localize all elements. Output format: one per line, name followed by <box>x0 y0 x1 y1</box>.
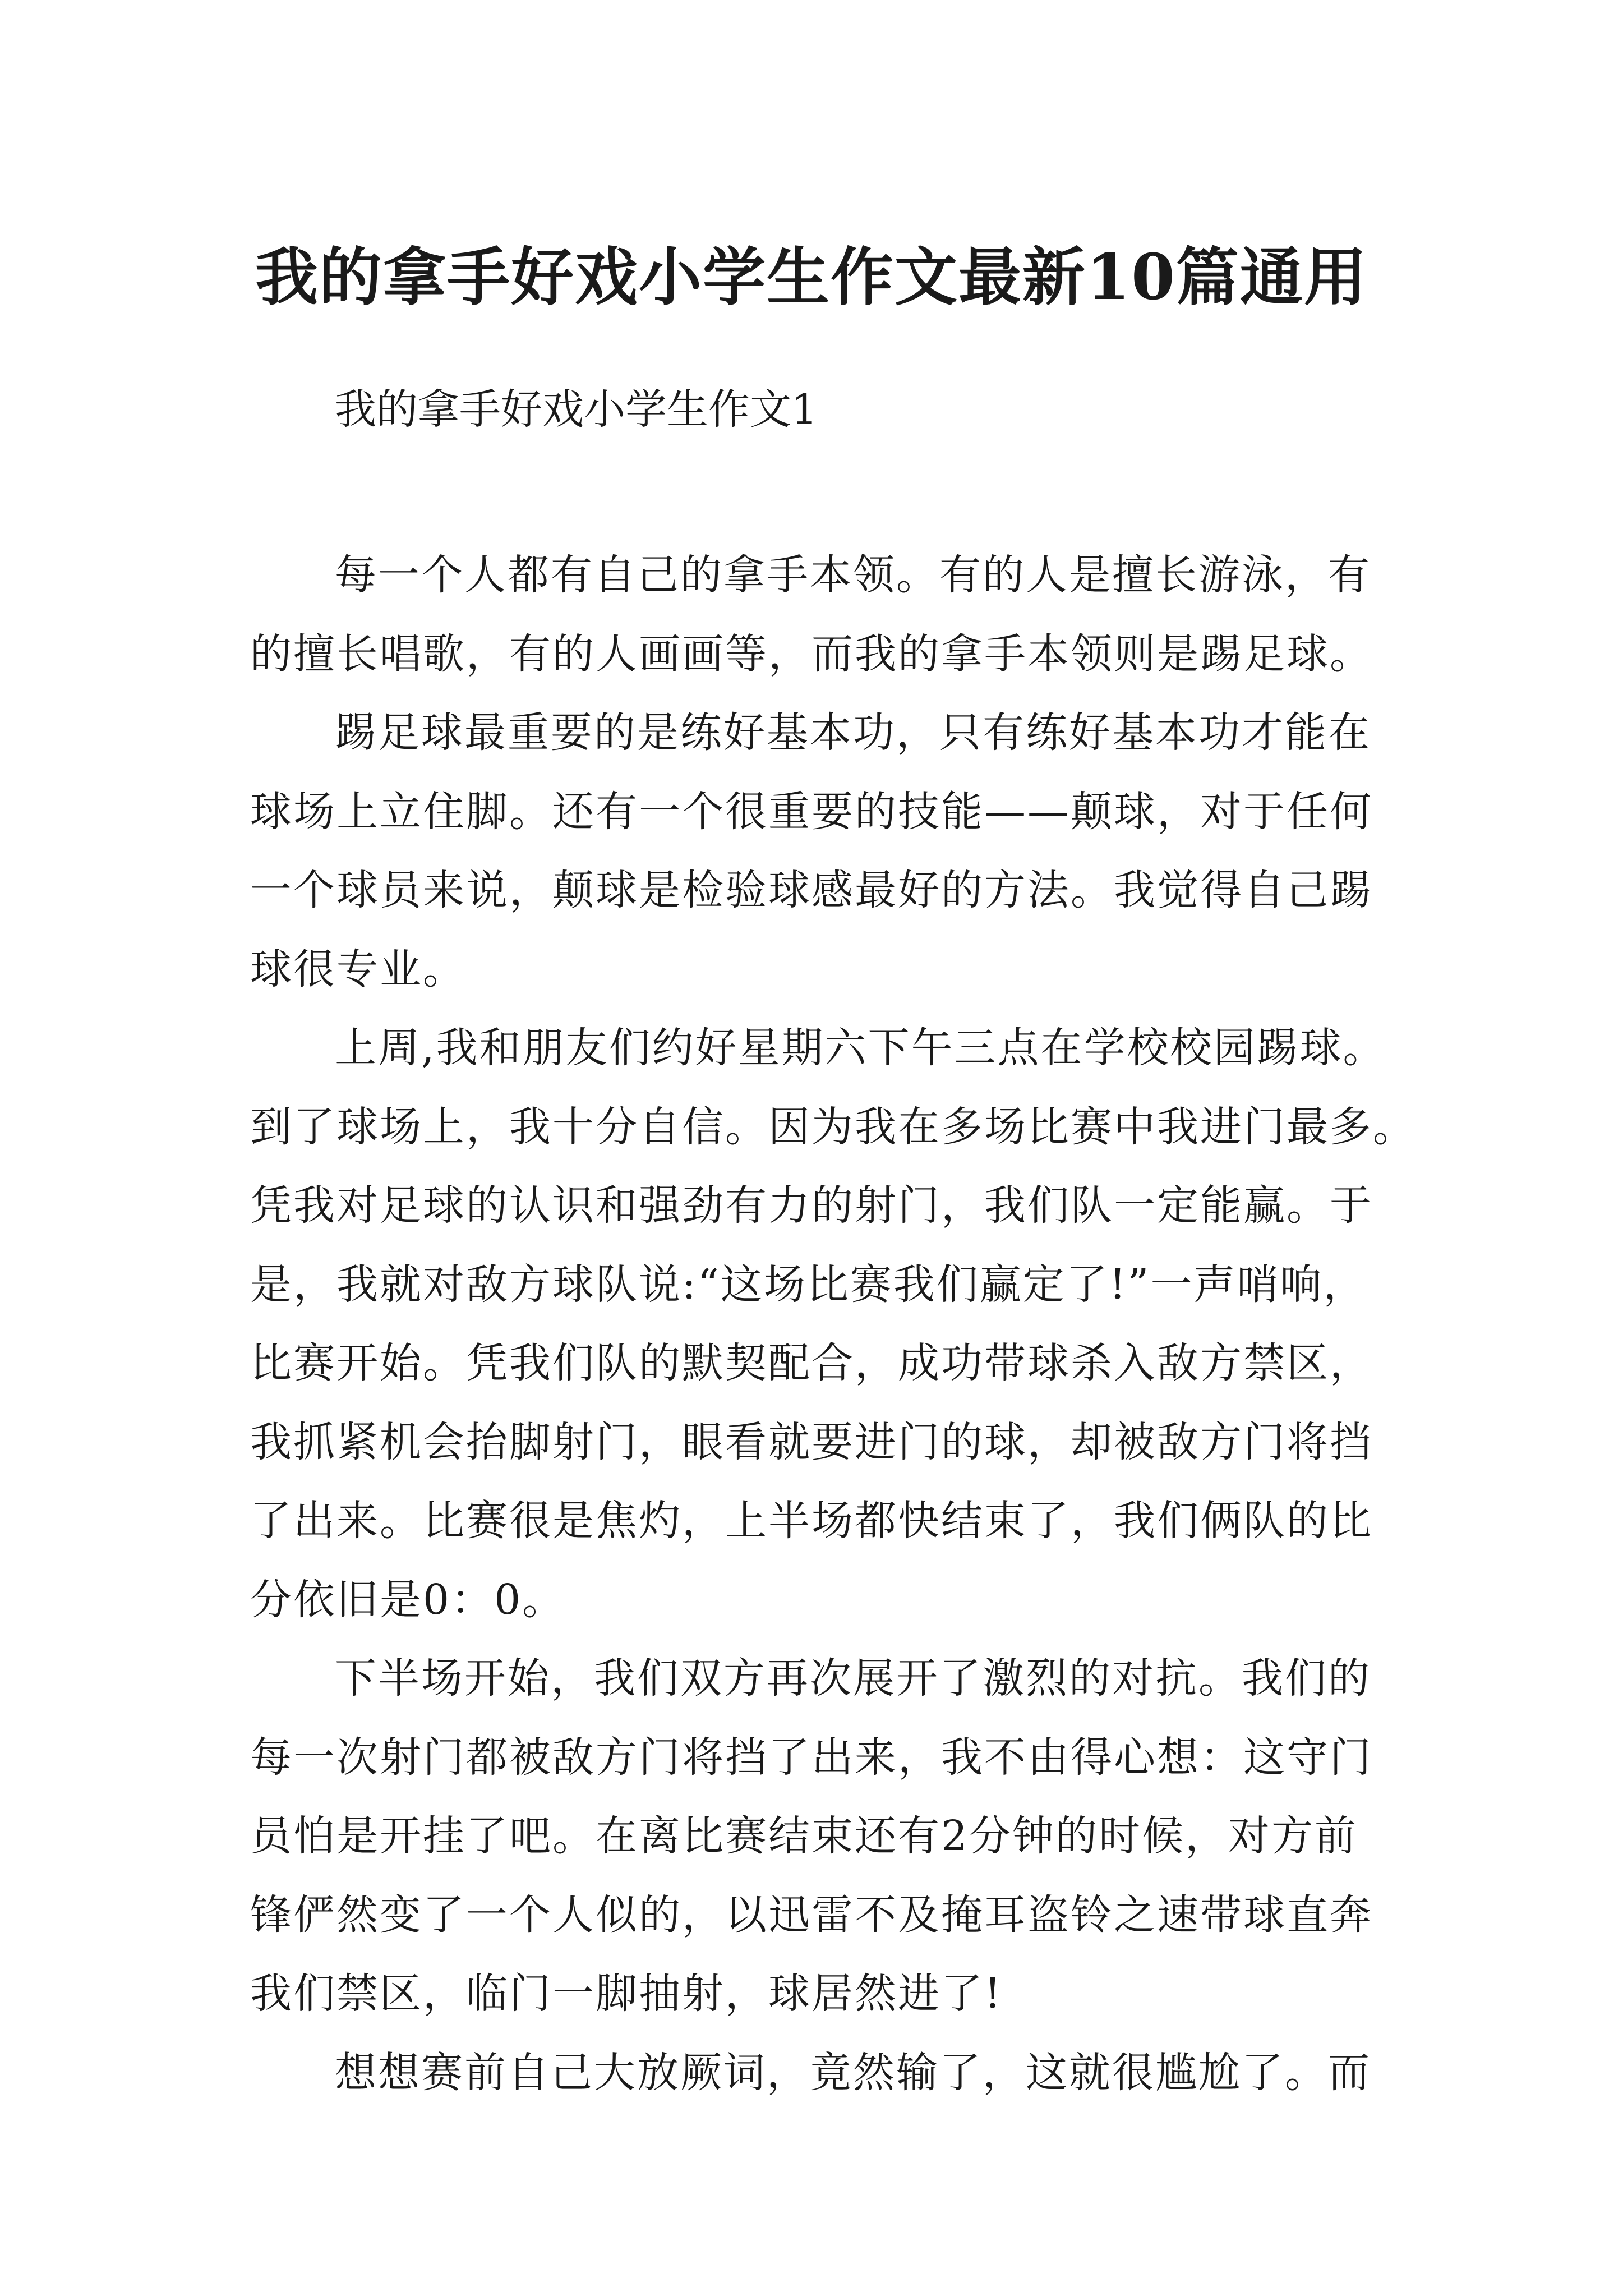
essay-subtitle: 我的拿手好戏小学生作文1 <box>335 385 818 434</box>
text-line: 上周,我和朋友们约好星期六下午三点在学校校园踢球。 <box>335 1024 1386 1072</box>
text-line: 分依旧是0：0。 <box>250 1575 566 1624</box>
text-line: 每一次射门都被敌方门将挡了出来，我不由得心想：这守门 <box>250 1733 1373 1782</box>
text-line: 了出来。比赛很是焦灼，上半场都快结束了，我们俩队的比 <box>250 1497 1373 1545</box>
paragraph <box>250 693 1383 1009</box>
paragraph <box>250 2033 1383 2113</box>
document-title: 我的拿手好戏小学生作文最新10篇通用 <box>255 241 1368 315</box>
text-line: 到了球场上，我十分自信。因为我在多场比赛中我进门最多。 <box>250 1102 1416 1151</box>
text-line: 球场上立住脚。还有一个很重要的技能——颠球，对于任何 <box>250 787 1373 836</box>
text-line: 我抓紧机会抬脚射门，眼看就要进门的球，却被敌方门将挡 <box>250 1418 1373 1466</box>
text-line: 是，我就对敌方球队说:“这场比赛我们赢定了!”一声哨响， <box>250 1260 1367 1309</box>
paragraph <box>250 536 1383 693</box>
text-line: 比赛开始。凭我们队的默契配合，成功带球杀入敌方禁区， <box>250 1339 1373 1387</box>
text-line: 的擅长唱歌，有的人画画等，而我的拿手本领则是踢足球。 <box>250 629 1373 678</box>
text-line: 球很专业。 <box>250 945 466 993</box>
text-line: 我们禁区，临门一脚抽射，球居然进了! <box>250 1970 1003 2018</box>
text-line: 每一个人都有自己的拿手本领。有的人是擅长游泳，有 <box>335 551 1371 599</box>
text-line: 锋俨然变了一个人似的，以迅雷不及掩耳盗铃之速带球直奔 <box>250 1890 1373 1939</box>
text-line: 员怕是开挂了吧。在离比赛结束还有2分钟的时候，对方前 <box>250 1812 1358 1860</box>
text-line: 踢足球最重要的是练好基本功，只有练好基本功才能在 <box>335 708 1371 757</box>
paragraph <box>250 1009 1416 1639</box>
text-line: 一个球员来说，颠球是检验球感最好的方法。我觉得自己踢 <box>250 866 1373 914</box>
paragraph <box>250 1639 1383 2033</box>
essay-body <box>250 536 1416 2112</box>
text-line: 想想赛前自己大放厥词，竟然输了，这就很尴尬了。而 <box>335 2048 1371 2097</box>
text-line: 下半场开始，我们双方再次展开了激烈的对抗。我们的 <box>335 1654 1371 1703</box>
text-line: 凭我对足球的认识和强劲有力的射门，我们队一定能赢。于 <box>250 1181 1373 1230</box>
